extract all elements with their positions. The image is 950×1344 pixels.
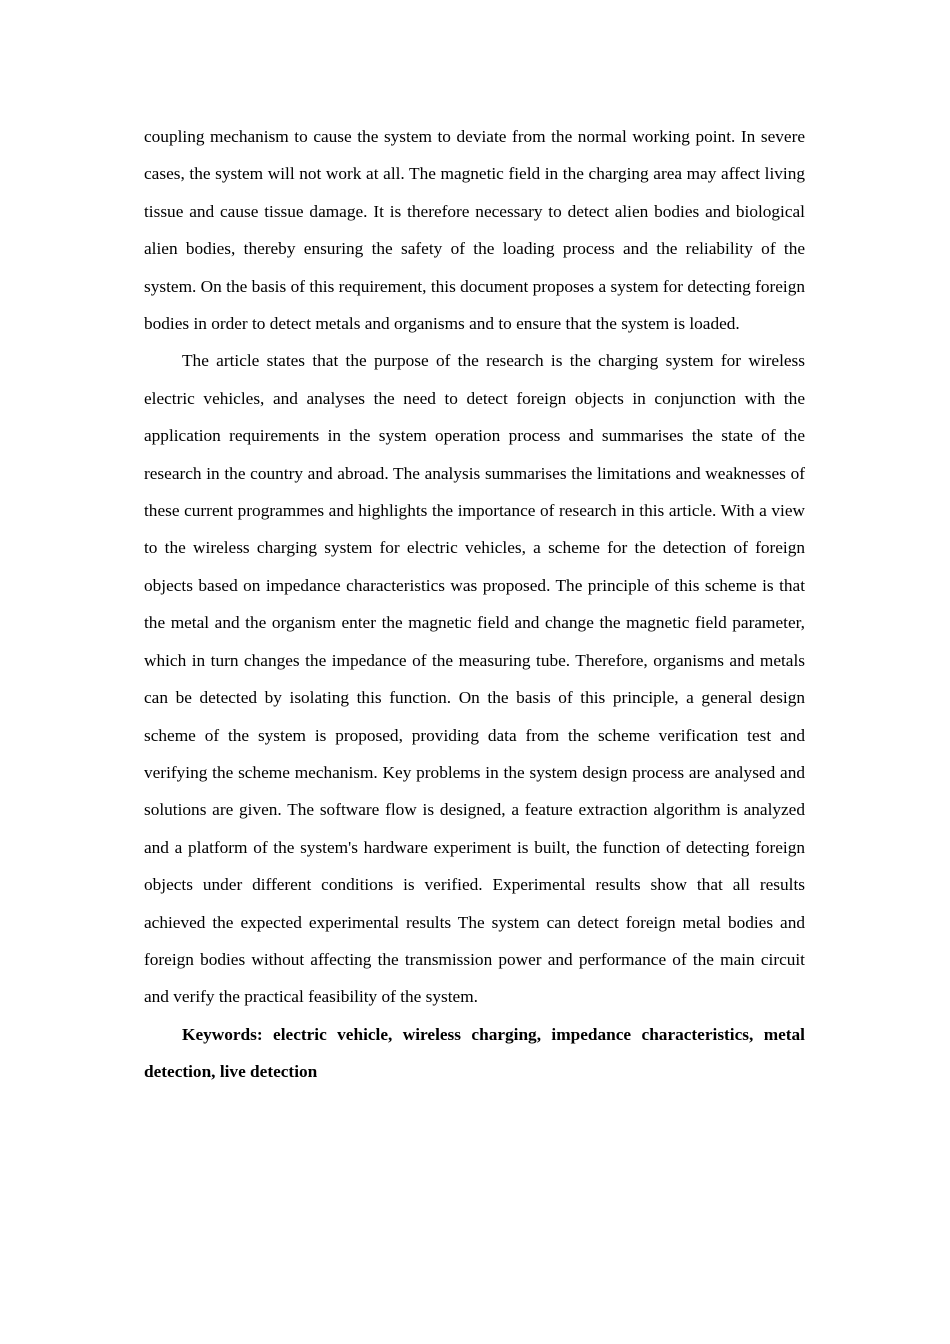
keywords-paragraph: Keywords: electric vehicle, wireless charging, impedance characteristics, metal detection, live detection (144, 1024, 805, 1082)
document-page (144, 118, 805, 1091)
body-paragraph-2: The article states that the purpose of the research is the charging system for wireless electric vehicles, and analyses the need to detect foreign objects in conjunction with the application requirements in the system operation process and summarises the state of the research in the country and abroad. The analysis summarises the limitations and weaknesses of these current programmes and highlights the importance of research in this article. With a view to the wireless charging system for electric vehicles, a scheme for the detection of foreign objects based on impedance characteristics was proposed. The principle of this scheme is that the metal and the organism enter the magnetic field and change the magnetic field parameter, which in turn changes the impedance of the measuring tube. Therefore, organisms and metals can be detected by isolating this function. On the basis of this principle, a general design scheme of the system is proposed, providing data from the scheme verification test and verifying the scheme mechanism. Key problems in the system design process are analysed and solutions are given. The software flow is designed, a feature extraction algorithm is analyzed and a platform of the system's hardware experiment is built, the function of detecting foreign objects under different conditions is verified. Experimental results show that all results achieved the expected experimental results The system can detect foreign metal bodies and foreign bodies without affecting the transmission power and performance of the main circuit and verify the practical feasibility of the system. (144, 351, 805, 1007)
body-paragraph-1: coupling mechanism to cause the system to deviate from the normal working point. In severe cases, the system will not work at all. The magnetic field in the charging area may affect living tissue and cause tissue damage. It is therefore necessary to detect alien bodies and biological alien bodies, thereby ensuring the safety of the loading process and the reliability of the system. On the basis of this requirement, this document proposes a system for detecting foreign bodies in order to detect metals and organisms and to ensure that the system is loaded. (144, 127, 805, 334)
